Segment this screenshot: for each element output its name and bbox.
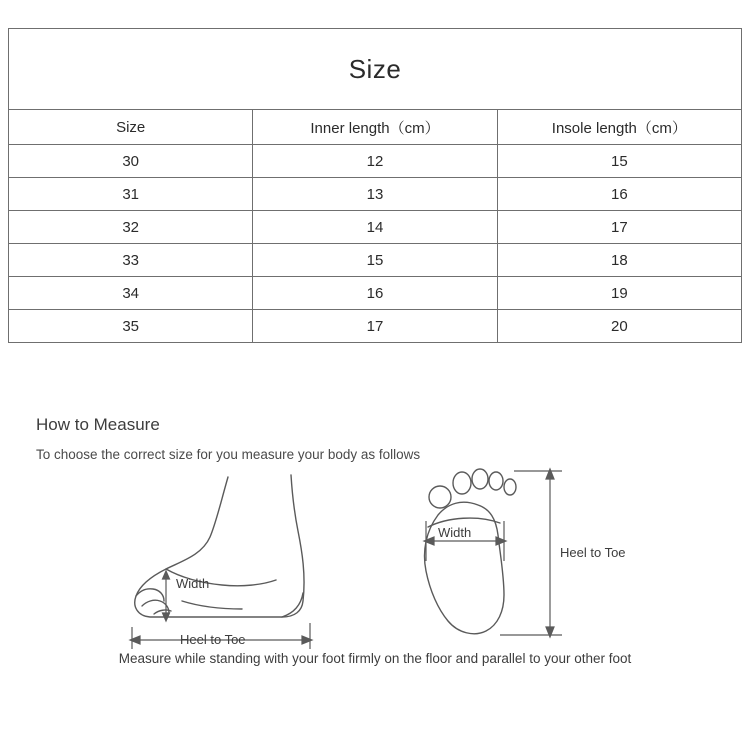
cell-inner-length: 12 [253,145,497,178]
size-table-title: Size [9,29,742,110]
table-row [9,178,742,211]
cell-insole-length: 18 [497,244,741,277]
cell-insole-length: 19 [497,277,741,310]
top-width-label: Width [438,525,472,540]
table-header-row [9,110,742,145]
measure-instruction-note: Measure while standing with your foot firmly on the floor and parallel to your other foot [118,651,632,666]
how-to-measure-heading: How to Measure [36,415,160,434]
column-header-size: Size [9,110,253,145]
cell-size: 30 [9,145,253,178]
table-row [9,244,742,277]
cell-size: 31 [9,178,253,211]
cell-insole-length: 20 [497,310,741,343]
foot-top-view-icon [425,469,517,634]
cell-inner-length: 15 [253,244,497,277]
cell-insole-length: 17 [497,211,741,244]
size-table [8,28,742,343]
cell-size: 34 [9,277,253,310]
cell-size: 33 [9,244,253,277]
top-heel-to-toe-label: Heel to Toe [560,545,626,560]
table-row [9,145,742,178]
foot-side-view-icon [135,475,304,617]
column-header-inner-length: Inner length（cm） [253,110,497,145]
cell-inner-length: 17 [253,310,497,343]
size-table-container [8,28,742,343]
side-width-label: Width [176,576,210,591]
how-to-measure-section [0,405,750,705]
cell-size: 32 [9,211,253,244]
how-to-measure-subheading: To choose the correct size for you measure your body as follows [36,447,421,462]
cell-insole-length: 15 [497,145,741,178]
column-header-insole-length: Insole length（cm） [497,110,741,145]
cell-size: 35 [9,310,253,343]
table-title-row [9,29,742,110]
table-row [9,211,742,244]
cell-inner-length: 13 [253,178,497,211]
foot-measurement-diagram [70,465,680,655]
cell-inner-length: 16 [253,277,497,310]
cell-inner-length: 14 [253,211,497,244]
cell-insole-length: 16 [497,178,741,211]
top-heel-to-toe-arrow [500,469,562,637]
side-heel-to-toe-label: Heel to Toe [180,632,246,647]
table-row [9,310,742,343]
table-row [9,277,742,310]
